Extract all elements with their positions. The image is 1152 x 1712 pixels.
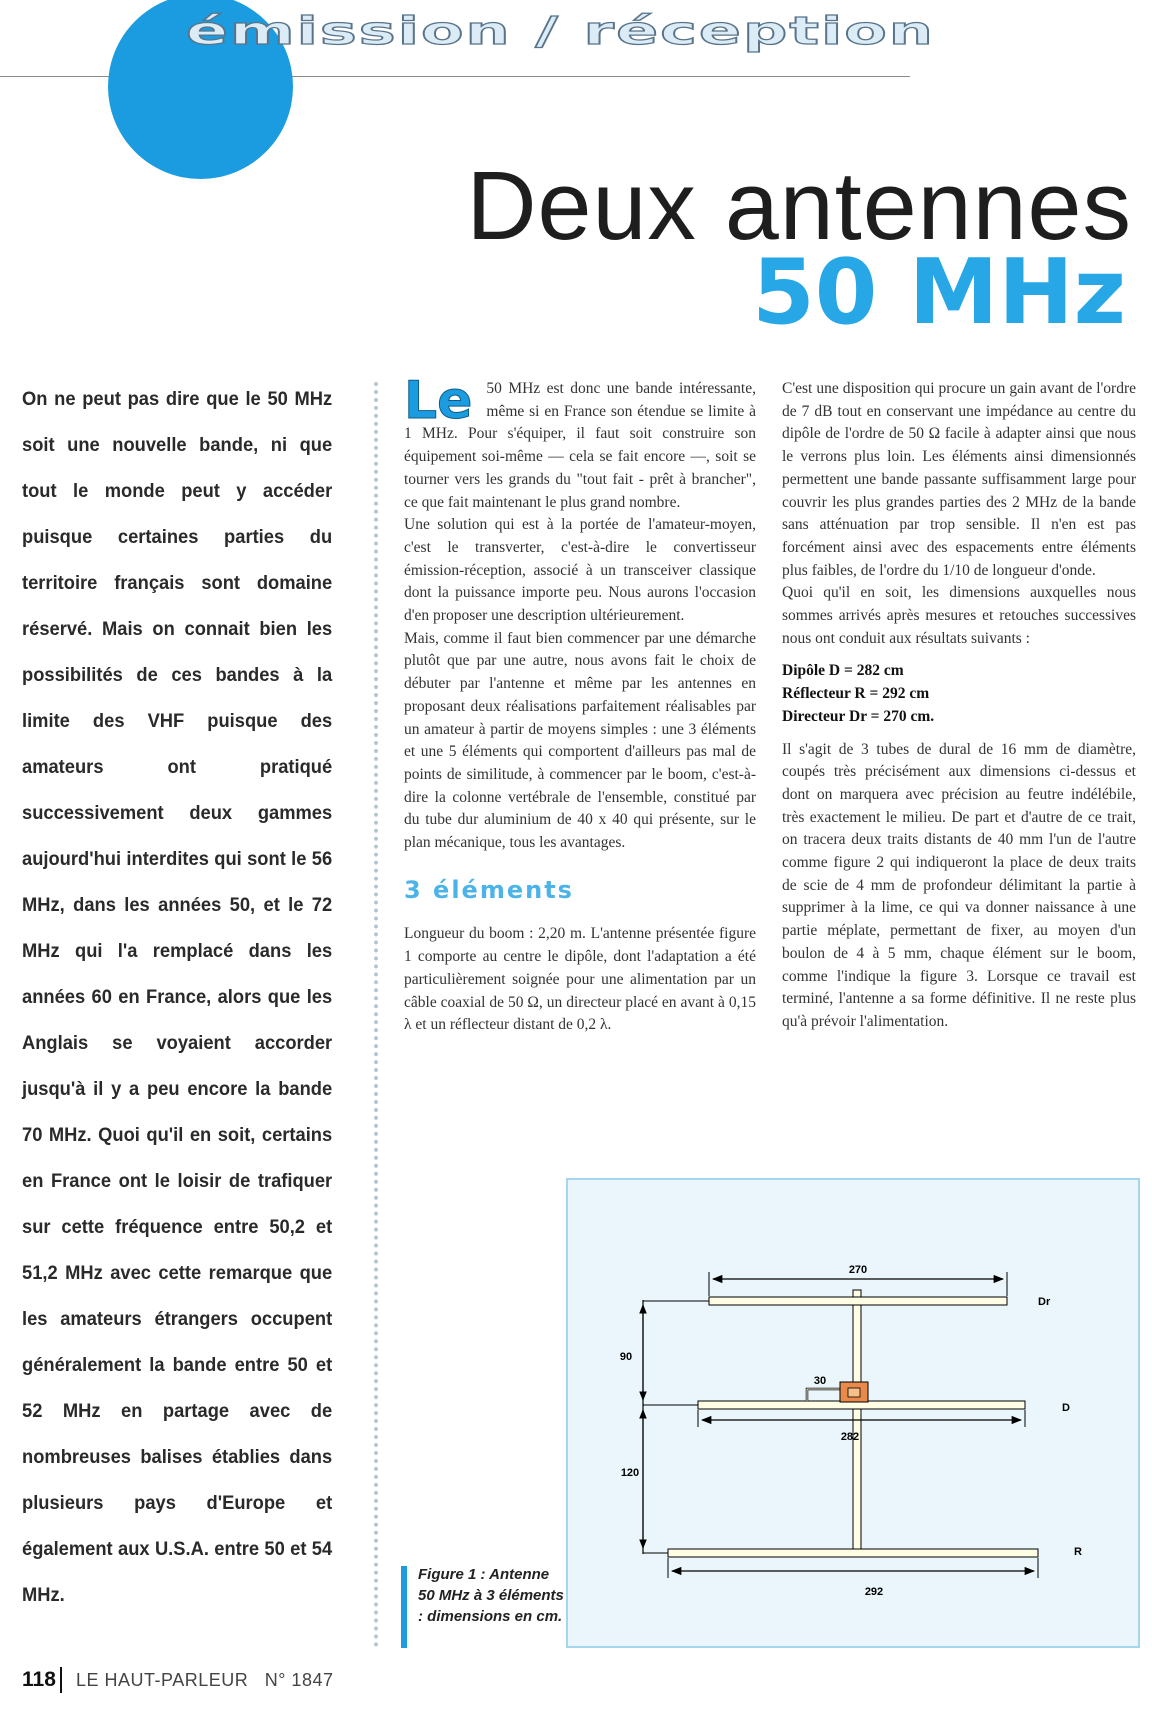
- director-length-label: 270: [848, 1264, 868, 1276]
- feed-label: 30: [813, 1375, 827, 1387]
- magazine-name: LE HAUT-PARLEUR: [76, 1670, 249, 1690]
- page-number: 118: [22, 1667, 62, 1693]
- drop-cap: Le: [404, 371, 473, 431]
- issue-number: N° 1847: [264, 1670, 334, 1690]
- section-tag: émission / réception: [186, 8, 935, 54]
- body-paragraph-1: 50 MHz est donc une bande intéressante, même si en France son étendue se limite à 1 MHz. Pour s'équiper, il faut soit construire son équipement soi-même — cela se fait encore —, soit se tourner vers les grands du "tout fait - prêt à brancher", ce que fait maintenant le plus grand nombre.: [404, 380, 756, 511]
- spacing-label-dr-d: 90: [619, 1351, 633, 1363]
- feed-connector-icon: [848, 1388, 860, 1397]
- body-column-2: [782, 378, 1136, 1034]
- boom: [853, 1290, 861, 1556]
- antenna-diagram: [568, 1180, 1138, 1646]
- dipole-length-label: 282: [840, 1431, 860, 1443]
- body-paragraph-6: Quoi qu'il en soit, les dimensions auxquelles nous sommes arrivés après mesures et retouches successives nous ont conduit aux résultats suivants :: [782, 584, 1136, 647]
- body-paragraph-7: Il s'agit de 3 tubes de dural de 16 mm de diamètre, coupés très précisément aux dimensions ci-dessus et dont on marquera avec précision au feutre indélébile, très exactement le milieu. De part et d'autre de ce trait, on tracera deux traits distants de 40 mm l'un de l'autre comme figure 2 qui indiqueront la place de deux traits de scie de 4 mm de profondeur délimitant la partie à supprimer à la lime, ce qui va donner naissance à une partie méplate, permettant de fixer, au moyen d'un boulon de 4 à 5 mm, chaque élément sur le boom, comme l'indique la figure 3. Lorsque ce travail est terminé, l'antenne a sa forme définitive. Il ne reste plus qu'à prévoir l'alimentation.: [782, 740, 1136, 1030]
- director-tag: Dr: [1038, 1296, 1051, 1308]
- director-element: [709, 1297, 1007, 1305]
- dimension-directeur: Directeur Dr = 270 cm.: [782, 707, 935, 725]
- body-column-1: [404, 371, 756, 1037]
- reflector-tag: R: [1074, 1546, 1082, 1558]
- figure-caption-bar: [401, 1566, 407, 1648]
- figure-1-panel: [566, 1178, 1140, 1648]
- body-paragraph-2: Une solution qui est à la portée de l'amateur-moyen, c'est le transverter, c'est-à-dire le convertisseur émission-réception, associé à un transceiver classique dont la puissance importe peu. Nous aurons l'occasion d'en proposer une description ultérieurement.: [404, 516, 756, 625]
- reflector-length-label: 292: [864, 1586, 884, 1598]
- body-paragraph-3: Mais, comme il faut bien commencer par une démarche plutôt que par une autre, nous avons fait le choix de débuter par l'antenne et même par les antennes en proposant deux réalisations parfaitement réalisables par un amateur à partir de moyens simples : une 3 éléments et une 5 éléments qui comportent d'ailleurs pas mal de points de similitude, à commencer par le boom, c'est-à-dire la colonne vertébrale de l'ensemble, constitué par du tube dur aluminium de 40 x 40 qui présente, sur le plan mécanique, tous les avantages.: [404, 629, 756, 852]
- body-paragraph-5: C'est une disposition qui procure un gain avant de l'ordre de 7 dB tout en conservant une impédance au centre du dipôle de l'ordre de 50 Ω facile à adapter ainsi que nous le verrons plus loin. Les éléments ainsi dimensionnés permettent une bande passante suffisamment large pour couvrir les plus grandes parties des 2 MHz de la bande sans atténuation par trop sensible. Il n'en est pas forcément ainsi avec des espacements entre éléments plus faibles, de l'ordre du 1/10 de longueur d'onde.: [782, 380, 1136, 579]
- reflector-element: [668, 1549, 1038, 1557]
- body-paragraph-4: Longueur du boom : 2,20 m. L'antenne présentée figure 1 comporte au centre le dipôle, dont l'adaptation a été particulièrement soignée pour une alimentation par un câble coaxial de 50 Ω, un directeur placé en avant à 0,15 λ et un réflecteur distant de 0,2 λ.: [404, 925, 756, 1034]
- dipole-tag: D: [1062, 1402, 1070, 1414]
- intro-paragraph: On ne peut pas dire que le 50 MHz soit une nouvelle bande, ni que tout le monde peut y accéder puisque certaines parties du territoire français sont domaine réservé. Mais on connait bien les possibilités de ces bandes à la limite des VHF puisque des amateurs ont pratiqué successivement deux gammes aujourd'hui interdites qui sont le 56 MHz, dans les années 50, et le 72 MHz qui l'a remplacé dans les années 60 en France, alors que les Anglais se voyaient accorder jusqu'à il y a peu encore la bande 70 MHz. Quoi qu'il en soit, certains en France ont le loisir de trafiquer sur cette fréquence entre 50,2 et 51,2 MHz avec cette remarque que les amateurs étrangers occupent généralement la bande entre 50 et 52 MHz en partage avec de nombreuses balises établies dans plusieurs pays d'Europe et également aux U.S.A. entre 50 et 54 MHz.: [22, 388, 333, 1606]
- subheading-3-elements: 3 éléments: [404, 875, 574, 904]
- dimension-dipole: Dipôle D = 282 cm: [782, 662, 904, 680]
- article-title: Deux antennes: [466, 151, 1132, 260]
- figure-caption: Figure 1 : Antenne 50 MHz à 3 éléments : dimensions en cm.: [418, 1566, 564, 1625]
- spacing-label-d-r: 120: [620, 1467, 640, 1479]
- dimensions-list: [782, 660, 1136, 728]
- magazine-footer: [76, 1670, 333, 1691]
- dimension-reflecteur: Réflecteur R = 292 cm: [782, 685, 930, 703]
- article-title-frequency: 50 MHz: [752, 240, 1126, 345]
- column-divider: [374, 382, 378, 1648]
